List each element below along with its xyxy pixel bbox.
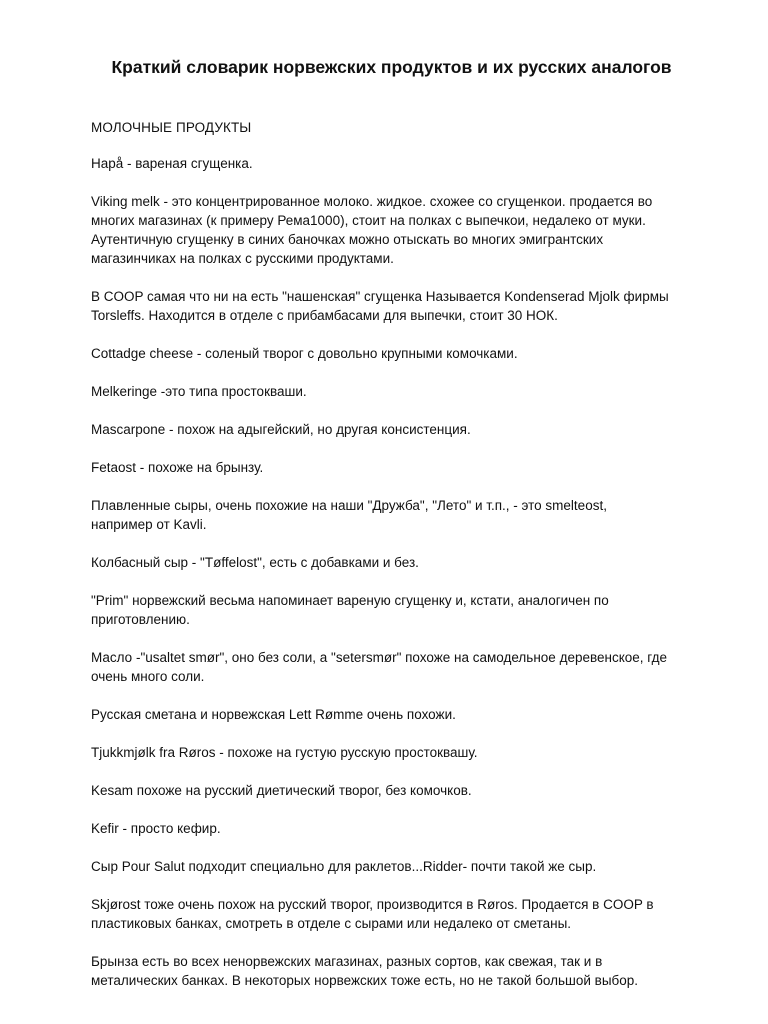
entry-paragraph: Kefir - просто кефир. (91, 821, 221, 836)
entry-paragraph: Viking melk - это концентрированное молоко. жидкое. схожее со сгущенкои. продается во многих магазинах (к примеру Рема1000), стоит на полках с выпечкои, недалеко от муки. Аутентичную сгущенку в синих баночках можно отыскать во многих эмигрантских магазинчиках на полках с русскими продуктами. (91, 194, 653, 266)
entry-list (91, 154, 708, 990)
entry-paragraph: Брынза есть во всех ненорвежских магазинах, разных сортов, как свежая, так и в металических банках. В некоторых норвежских тоже есть, но не такой большой выбор. (91, 954, 639, 988)
entry-paragraph: Cottadge cheese - соленый творог с довольно крупными комочками. (91, 346, 518, 361)
entry-paragraph: Kesam похоже на русский диетический творог, без комочков. (91, 783, 472, 798)
entry-paragraph: Fetaost - похоже на брынзу. (91, 460, 264, 475)
entry-paragraph: В COOP самая что ни на есть "нашенская" сгущенка Называется Kondenserad Mjolk фирмы Torsleffs. Находится в отделе с прибамбасами для выпечки, стоит 30 НОК. (91, 289, 669, 323)
entry-paragraph: Melkeringe -это типа простокваши. (91, 384, 307, 399)
entry-paragraph: Skjørost тоже очень похож на русский творог, производится в Røros. Продается в COOP в пластиковых банках, смотреть в отделе с сырами или недалеко от сметаны. (91, 897, 654, 931)
entry-paragraph: Сыр Pour Salut подходит специально для раклетов...Ridder- почти такой же сыр. (91, 859, 597, 874)
section-heading-dairy: МОЛОЧНЫЕ ПРОДУКТЫ (91, 120, 252, 135)
entry-paragraph: Mascarpone - похож на адыгейский, но другая консистенция. (91, 422, 471, 437)
entry-paragraph: Масло -"usaltet smør", оно без соли, а "setersmør" похоже на самодельное деревенское, где очень много соли. (91, 650, 667, 684)
entry-paragraph: Hapå - вареная сгущенка. (91, 156, 253, 171)
entry-paragraph: Колбасный сыр - "Tøffelost", есть с добавками и без. (91, 555, 419, 570)
entry-paragraph: "Prim" норвежский весьма напоминает вареную сгущенку и, кстати, аналогичен по приготовлению. (91, 593, 609, 627)
entry-paragraph: Русская сметана и норвежская Lett Rømme очень похожи. (91, 707, 456, 722)
entry-paragraph: Плавленные сыры, очень похожие на наши "Дружба", "Лето" и т.п., - это smelteost, например от Kavli. (91, 498, 607, 532)
entry-paragraph: Tjukkmjølk fra Røros - похоже на густую русскую простоквашу. (91, 745, 478, 760)
document-title: Краткий словарик норвежских продуктов и их русских аналогов (111, 57, 672, 77)
